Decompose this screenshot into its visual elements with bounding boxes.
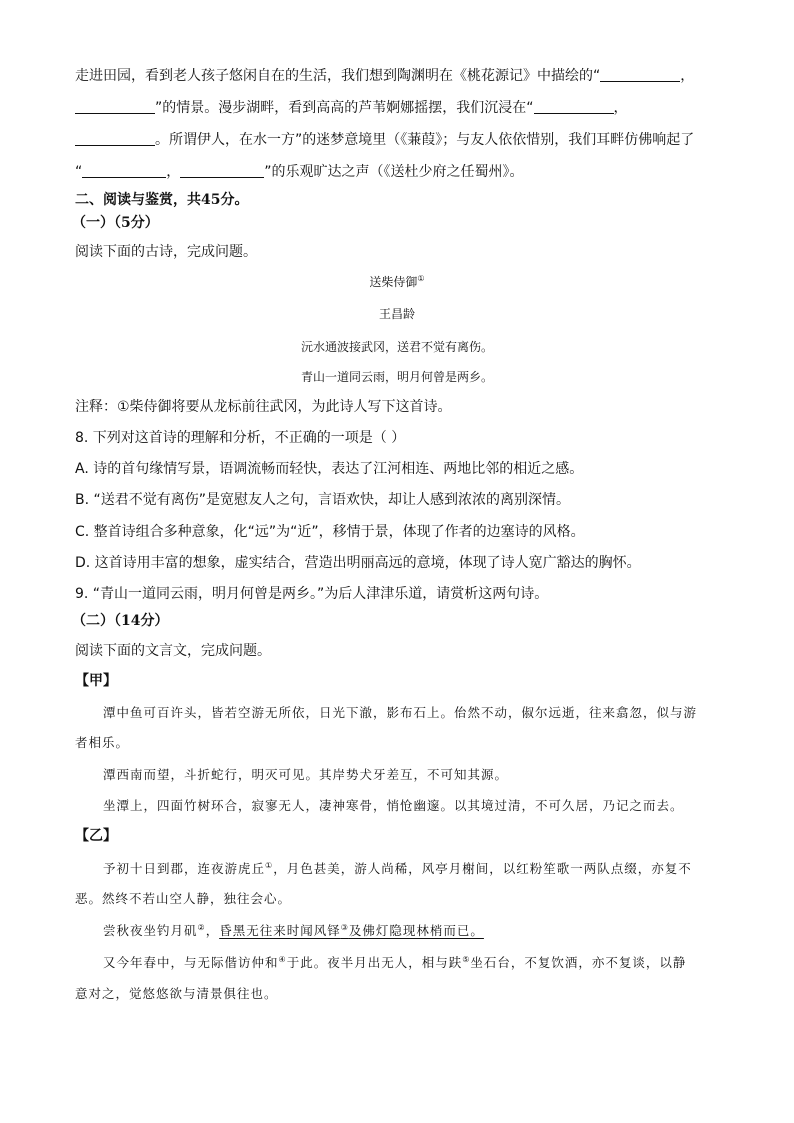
intro-text-2: ”的情景。漫步湖畔，看到高高的芦苇婀娜摇摆，我们沉浸在“ (155, 100, 534, 116)
intro-line-2 (75, 98, 724, 118)
intro-line-3 (75, 130, 724, 150)
intro-comma-2: ， (613, 100, 628, 116)
question-8: 8. 下列对这首诗的理解和分析，不正确的一项是（ ） (75, 430, 406, 446)
passage-yi-text: 坐石台，不复饮酒，亦不复谈，以静 (470, 955, 687, 970)
part-1-heading: （一）（5分） (72, 215, 159, 231)
intro-quote-open: “ (75, 164, 83, 180)
answer-blank[interactable] (180, 163, 264, 178)
passage-yi-text: 于此。夜半月出无人，相与趺 (286, 955, 463, 970)
part-1-instruction: 阅读下面的古诗，完成问题。 (75, 244, 257, 260)
poem-author: 王昌龄 (378, 307, 415, 321)
underlined-text: 昏黑无往来时闻风铎 (219, 923, 341, 938)
option-a[interactable]: A. 诗的首句缘情写景，语调流畅而轻快，表达了江河相连、两地比邻的相近之感。 (75, 461, 584, 477)
passage-yi-text: 又今年春中，与无际偕访仲和 (103, 955, 279, 970)
underlined-sentence (219, 923, 484, 938)
poem-title-text: 送柴侍御 (369, 275, 418, 289)
footnote-marker: ① (265, 860, 274, 870)
poem-line-1: 沅水通波接武冈，送君不觉有离伤。 (300, 340, 493, 354)
passage-jia-p1: 潭中鱼可百许头，皆若空游无所依，日光下澈，影布石上。佁然不动，俶尔远逝，往来翕忽，似与游 (103, 705, 698, 720)
option-c[interactable]: C. 整首诗组合多种意象，化“远”为“近”，移情于景，体现了作者的边塞诗的风格。 (75, 524, 585, 540)
intro-text-1: 走进田园，看到老人孩子悠闲自在的生活，我们想到陶渊明在《桃花源记》中描绘的“ (75, 68, 601, 84)
part-2-heading: （二）（14分） (72, 613, 169, 629)
footnote-marker: ① (417, 274, 425, 283)
underlined-text: 及佛灯隐现林梢而已。 (348, 923, 484, 938)
passage-jia-p3: 坐潭上，四面竹树环合，寂寥无人，凄神寒骨，悄怆幽邃。以其境过清，不可久居，乃记之而去。 (103, 798, 684, 813)
passage-yi-text: 予初十日到郡，连夜游虎丘 (103, 861, 266, 876)
answer-blank[interactable] (82, 163, 166, 178)
footnote-marker: ⑤ (462, 954, 471, 964)
intro-comma-3: ， (166, 164, 181, 180)
footnote-marker: ③ (340, 922, 349, 932)
intro-line-4 (75, 162, 724, 182)
passage-yi-text: ，月色甚美，游人尚稀，风亭月榭间，以红粉笙歌一两队点缀，亦复不 (273, 861, 692, 876)
answer-blank[interactable] (75, 99, 155, 114)
passage-yi-p1 (103, 860, 692, 878)
part-2-instruction: 阅读下面的文言文，完成问题。 (75, 643, 271, 659)
passage-yi-p3-cont: 意对之，觉悠悠欲与清景俱往也。 (75, 986, 278, 1001)
option-d[interactable]: D. 这首诗用丰富的想象，虚实结合，营造出明丽高远的意境，体现了诗人宽广豁达的胸怀。 (75, 555, 641, 571)
passage-yi-text: ， (205, 923, 220, 938)
intro-text-3: 。所谓伊人，在水一方”的迷梦意境里（《蒹葭》；与友人依依惜别，我们耳畔仿佛响起了 (155, 132, 695, 148)
intro-line-1 (75, 66, 724, 86)
section-heading: 二、阅读与鉴赏，共45分。 (75, 192, 249, 208)
passage-yi-p1-cont: 恶。然终不若山空人静，独往会心。 (75, 891, 292, 906)
option-b[interactable]: B. “送君不觉有离伤”是宽慰友人之句，言语欢快，却让人感到浓浓的离别深情。 (75, 492, 571, 508)
question-9: 9. “青山一道同云雨，明月何曾是两乡。”为后人津津乐道，请赏析这两句诗。 (75, 586, 549, 602)
intro-comma-1: ， (680, 68, 695, 84)
footnote-marker: ② (197, 922, 206, 932)
passage-yi-p3 (103, 954, 686, 972)
passage-yi-p2 (103, 922, 484, 940)
passage-jia-p2: 潭西南而望，斗折蛇行，明灭可见。其岸势犬牙差互，不可知其源。 (103, 767, 509, 782)
poem-note: 注释：①柴侍御将要从龙标前往武冈，为此诗人写下这首诗。 (75, 399, 452, 415)
footnote-marker: ④ (278, 954, 287, 964)
answer-blank[interactable] (75, 131, 155, 146)
passage-yi-label: 【乙】 (75, 828, 117, 844)
passage-jia-p1-cont: 者相乐。 (75, 735, 130, 750)
poem-line-2: 青山一道同云雨，明月何曾是两乡。 (300, 370, 493, 384)
passage-jia-label: 【甲】 (75, 673, 117, 689)
answer-blank[interactable] (534, 99, 614, 114)
answer-blank[interactable] (600, 67, 680, 82)
intro-text-4: ”的乐观旷达之声（《送杜少府之任蜀州》。 (264, 164, 524, 180)
poem-title (0, 273, 794, 291)
passage-yi-text: 尝秋夜坐钓月矶 (103, 923, 198, 938)
